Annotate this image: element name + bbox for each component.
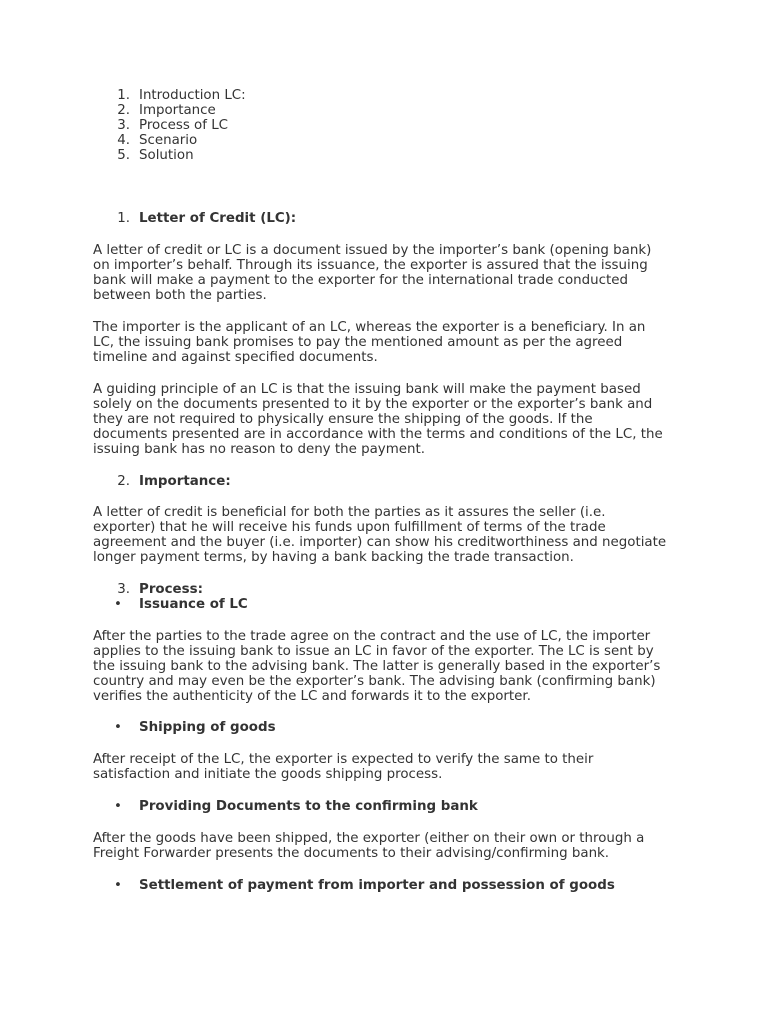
section-number: 2. (117, 474, 130, 489)
subheading-title: Issuance of LC (139, 597, 248, 612)
toc-number: 2. (117, 103, 130, 118)
text-line: Freight Forwarder presents the documents to their advising/confirming bank. (93, 846, 610, 861)
text-line: they are not required to physically ensure the shipping of the goods. If the (93, 412, 593, 427)
section-title: Letter of Credit (LC): (139, 211, 297, 226)
subheading-title: Shipping of goods (139, 720, 276, 735)
text-line: country and may even be the exporter’s bank. The advising bank (confirming bank) (93, 674, 656, 689)
text-line: bank will make a payment to the exporter for the international trade conducted (93, 273, 628, 288)
subheading-title: Providing Documents to the confirming bank (139, 799, 478, 814)
text-line: on importer’s behalf. Through its issuance, the exporter is assured that the issuing (93, 258, 648, 273)
toc-number: 5. (117, 148, 130, 163)
text-line: After the parties to the trade agree on the contract and the use of LC, the importer (93, 629, 651, 644)
text-line: After receipt of the LC, the exporter is expected to verify the same to their (93, 752, 594, 767)
toc-label: Scenario (139, 133, 198, 148)
section-title: Process: (139, 582, 203, 597)
text-line: between both the parties. (93, 288, 267, 303)
toc-number: 4. (117, 133, 130, 148)
text-line: the issuing bank to the advising bank. The latter is generally based in the exporter’s (93, 659, 661, 674)
text-line: issuing bank has no reason to deny the payment. (93, 442, 425, 457)
text-line: A guiding principle of an LC is that the issuing bank will make the payment based (93, 382, 641, 397)
bullet-icon: • (114, 720, 122, 735)
text-line: verifies the authenticity of the LC and forwards it to the exporter. (93, 689, 531, 704)
section-title: Importance: (139, 474, 231, 489)
toc-label: Solution (139, 148, 194, 163)
subheading-title: Settlement of payment from importer and possession of goods (139, 878, 615, 893)
toc-number: 3. (117, 118, 130, 133)
toc-label: Introduction LC: (139, 88, 246, 103)
text-line: satisfaction and initiate the goods shipping process. (93, 767, 443, 782)
text-line: LC, the issuing bank promises to pay the mentioned amount as per the agreed (93, 335, 623, 350)
toc-number: 1. (117, 88, 130, 103)
text-line: The importer is the applicant of an LC, whereas the exporter is a beneficiary. In an (93, 320, 646, 335)
text-line: After the goods have been shipped, the exporter (either on their own or through a (93, 831, 645, 846)
toc-label: Importance (139, 103, 216, 118)
text-line: documents presented are in accordance with the terms and conditions of the LC, the (93, 427, 663, 442)
text-line: solely on the documents presented to it by the exporter or the exporter’s bank and (93, 397, 653, 412)
text-line: exporter) that he will receive his funds upon fulfillment of terms of the trade (93, 520, 606, 535)
bullet-icon: • (114, 878, 122, 893)
section-number: 1. (117, 211, 130, 226)
toc-label: Process of LC (139, 118, 229, 133)
text-line: agreement and the buyer (i.e. importer) can show his creditworthiness and negotiate (93, 535, 667, 550)
section-number: 3. (117, 582, 130, 597)
bullet-icon: • (114, 597, 122, 612)
text-line: longer payment terms, by having a bank backing the trade transaction. (93, 550, 574, 565)
bullet-icon: • (114, 799, 122, 814)
text-line: A letter of credit or LC is a document issued by the importer’s bank (opening bank) (93, 243, 652, 258)
text-line: applies to the issuing bank to issue an LC in favor of the exporter. The LC is sent by (93, 644, 654, 659)
text-line: A letter of credit is beneficial for both the parties as it assures the seller (i.e. (93, 505, 606, 520)
text-line: timeline and against specified documents. (93, 350, 378, 365)
